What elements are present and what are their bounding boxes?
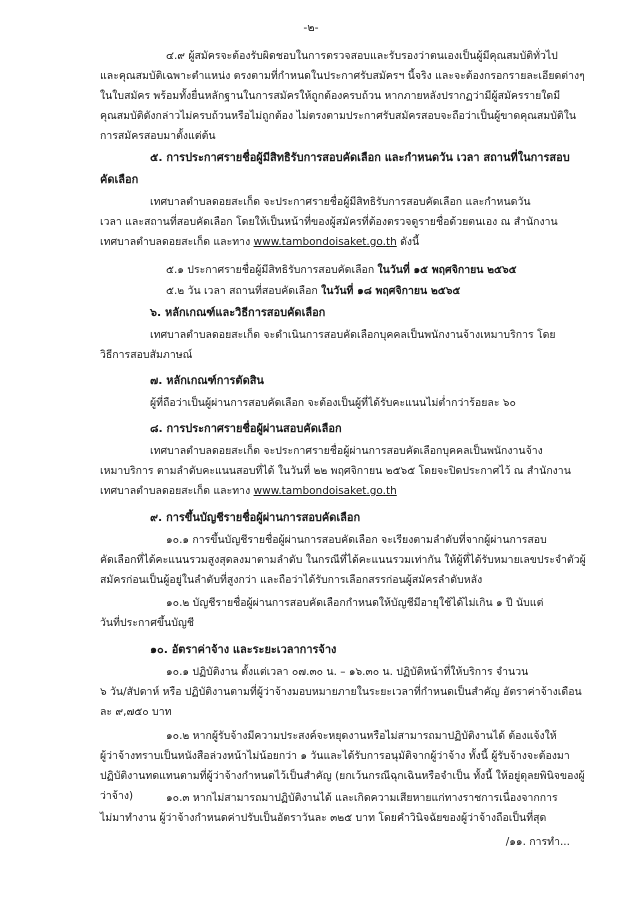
section-5-body (100, 192, 588, 252)
section-8-text (100, 461, 588, 501)
section-5-item-2-text: ๕.๒ วัน เวลา สถานที่สอบคัดเลือก (166, 285, 322, 297)
section-8-heading: ๘. การประกาศรายชื่อผู้ผ่านสอบคัดเลือก (150, 422, 342, 435)
section-10-item-3-rest: ไม่มาทำงาน ผู้ว่าจ้างกำหนดค่าปรับเป็นอัตราวันละ ๓๒๕ บาท โดยคำวินิจฉัยของผู้ว่าจ้างถือเป็นที่สุด (100, 812, 547, 824)
section-5-website-link[interactable]: www.tambondoisaket.go.th (253, 236, 397, 248)
next-page-continuation: /๑๑. การทำ... (505, 836, 570, 848)
section-10-item-3 (100, 788, 588, 828)
section-6-rest: วิธีการสอบสัมภาษณ์ (100, 349, 193, 361)
section-5-heading: ๕. การประกาศรายชื่อผู้มีสิทธิรับการสอบคัดเลือก และกำหนดวัน เวลา สถานที่ในการสอบ (150, 151, 570, 164)
paragraph-4-9-body: และคุณสมบัติเฉพาะตำแหน่ง ตรงตามที่กำหนดในประกาศรับสมัครฯ นี้จริง และจะต้องกรอกรายละเอียดต่างๆ ในใบสมัคร พร้อมทั้งยื่นหลักฐานในการสมัครให้ถูกต้องครบถ้วน หากภายหลังปรากฏว่ามีผู้สมัครรายใดมีคุณสมบัติดังกล่าวไม่ครบถ้วนหรือไม่ถูกต้อง ไม่ตรงตามประกาศรับสมัครสอบจะถือว่าเป็นผู้ขาดคุณสมบัติในการสมัครสอบมาตั้งแต่ต้น (100, 70, 585, 142)
section-8-website-link[interactable]: www.tambondoisaket.go.th (253, 485, 397, 497)
section-5-item-2 (166, 281, 460, 301)
section-9-item-2-rest: วันที่ประกาศขึ้นบัญชี (100, 617, 194, 629)
section-9-heading: ๙. การขึ้นบัญชีรายชื่อผู้ผ่านการสอบคัดเลือก (150, 511, 361, 524)
section-5-item-1-text: ๕.๑ ประกาศรายชื่อผู้มีสิทธิรับการสอบคัดเลือก (166, 264, 378, 276)
section-10-heading: ๑๐. อัตราค่าจ้าง และระยะเวลาการจ้าง (150, 643, 337, 656)
section-5-item-1 (166, 260, 517, 280)
section-10-item-1-first-line: ๑๐.๑ ปฏิบัติงาน ตั้งแต่เวลา ๐๗.๓๐ น. – ๑๖.๓๐ น. ปฏิบัติหน้าที่ให้บริการ จำนวน (166, 666, 529, 678)
section-8-rest: เหมาบริการ ตามลำดับคะแนนสอบที่ได้ ในวันที่ ๒๒ พฤศจิกายน ๒๕๖๕ โดยจะปิดประกาศไว้ ณ สำนักงานเทศบาลตำบลดอยสะเก็ด และทาง (100, 465, 571, 497)
section-6-first-line: เทศบาลตำบลดอยสะเก็ด จะดำเนินการสอบคัดเลือกบุคคลเป็นพนักงานจ้างเหมาบริการ โดย (150, 329, 556, 341)
section-9-item-1-rest: คัดเลือกที่ได้คะแนนรวมสูงสุดลงมาตามลำดับ ในกรณีที่ได้คะแนนรวมเท่ากัน ให้ผู้ที่ได้รับหมายเลขประจำตัวผู้สมัครก่อนเป็นผู้อยู่ในลำดับที่สูงกว่า และถือว่าได้รับการเลือกสรรก่อนผู้สมัครลำดับหลัง (100, 554, 586, 586)
section-6-body (100, 325, 588, 365)
section-10-item-3-first-line: ๑๐.๓ หากไม่สามารถมาปฏิบัติงานได้ และเกิดความเสียหายแก่ทางราชการเนื่องจากการ (166, 792, 558, 804)
section-7-text: ผู้ที่ถือว่าเป็นผู้ผ่านการสอบคัดเลือก จะต้องเป็นผู้ที่ได้รับคะแนนไม่ต่ำกว่าร้อยละ ๖๐ (150, 397, 516, 409)
section-10-item-1 (100, 662, 588, 722)
section-6-heading: ๖. หลักเกณฑ์และวิธีการสอบคัดเลือก (150, 306, 326, 319)
section-5-item-2-date: ในวันที่ ๑๘ พฤศจิกายน ๒๕๖๕ (321, 285, 461, 297)
paragraph-4-9-first-line: ๔.๙ ผู้สมัครจะต้องรับผิดชอบในการตรวจสอบและรับรองว่าตนเองเป็นผู้มีคุณสมบัติทั่วไป (166, 50, 558, 62)
section-10-item-1-rest: ๖ วัน/สัปดาห์ หรือ ปฏิบัติงานตามที่ผู้ว่าจ้างมอบหมายภายในระยะเวลาที่กำหนดเป็นสำคัญ อัตราค่าจ้างเดือนละ ๙,๗๕๐ บาท (100, 686, 582, 718)
section-5-item-1-date: ในวันที่ ๑๕ พฤศจิกายน ๒๕๖๕ (377, 264, 517, 276)
section-9-item-1-first-line: ๑๐.๑ การขึ้นบัญชีรายชื่อผู้ผ่านการสอบคัดเลือก จะเรียงตามลำดับที่จากผู้ผ่านการสอบ (166, 534, 547, 546)
section-9-item-2 (100, 593, 588, 633)
section-10-item-2-rest: ผู้ว่าจ้างทราบเป็นหนังสือล่วงหน้าไม่น้อยกว่า ๑ วันและได้รับการอนุมัติจากผู้ว่าจ้าง ทั้งนี้ ผู้รับจ้างจะต้องมาปฏิบัติงานทดแทนตามที่ผู้ว่าจ้างกำหนดไว้เป็นสำคัญ (ยกเว้นกรณีฉุกเฉินหรือจำเป็น ทั้งนี้ ให้อยู่ดุลยพินิจของผู้ว่าจ้าง) (100, 750, 585, 802)
section-5-heading-continued: คัดเลือก (100, 173, 139, 186)
section-5-text (100, 212, 588, 252)
section-10-item-2-first-line: ๑๐.๒ หากผู้รับจ้างมีความประสงค์จะหยุดงานหรือไม่สามารถมาปฏิบัติงานได้ ต้องแจ้งให้ (166, 730, 557, 742)
section-8-first-line: เทศบาลตำบลดอยสะเก็ด จะประกาศรายชื่อผู้ผ่านการสอบคัดเลือกบุคคลเป็นพนักงานจ้าง (150, 445, 543, 457)
section-8-body (100, 441, 588, 501)
page-number: -๒- (303, 21, 319, 34)
section-5-first-line: เทศบาลตำบลดอยสะเก็ด จะประกาศรายชื่อผู้มีสิทธิรับการสอบคัดเลือก และกำหนดวัน (150, 196, 531, 208)
section-5-rest: เวลา และสถานที่สอบคัดเลือก โดยให้เป็นหน้าที่ของผู้สมัครที่ต้องตรวจดูรายชื่อด้วยตนเอง ณ สำนักงานเทศบาลตำบลดอยสะเก็ด และทาง (100, 216, 558, 248)
section-7-heading: ๗. หลักเกณฑ์การตัดสิน (150, 374, 264, 387)
section-5-after-url: ดังนี้ (396, 236, 420, 248)
paragraph-4-9 (100, 46, 588, 146)
section-9-item-1 (100, 530, 588, 590)
section-9-item-2-first-line: ๑๐.๒ บัญชีรายชื่อผู้ผ่านการสอบคัดเลือกกำหนดให้บัญชีมีอายุใช้ได้ไม่เกิน ๑ ปี นับแต่ (166, 597, 544, 609)
